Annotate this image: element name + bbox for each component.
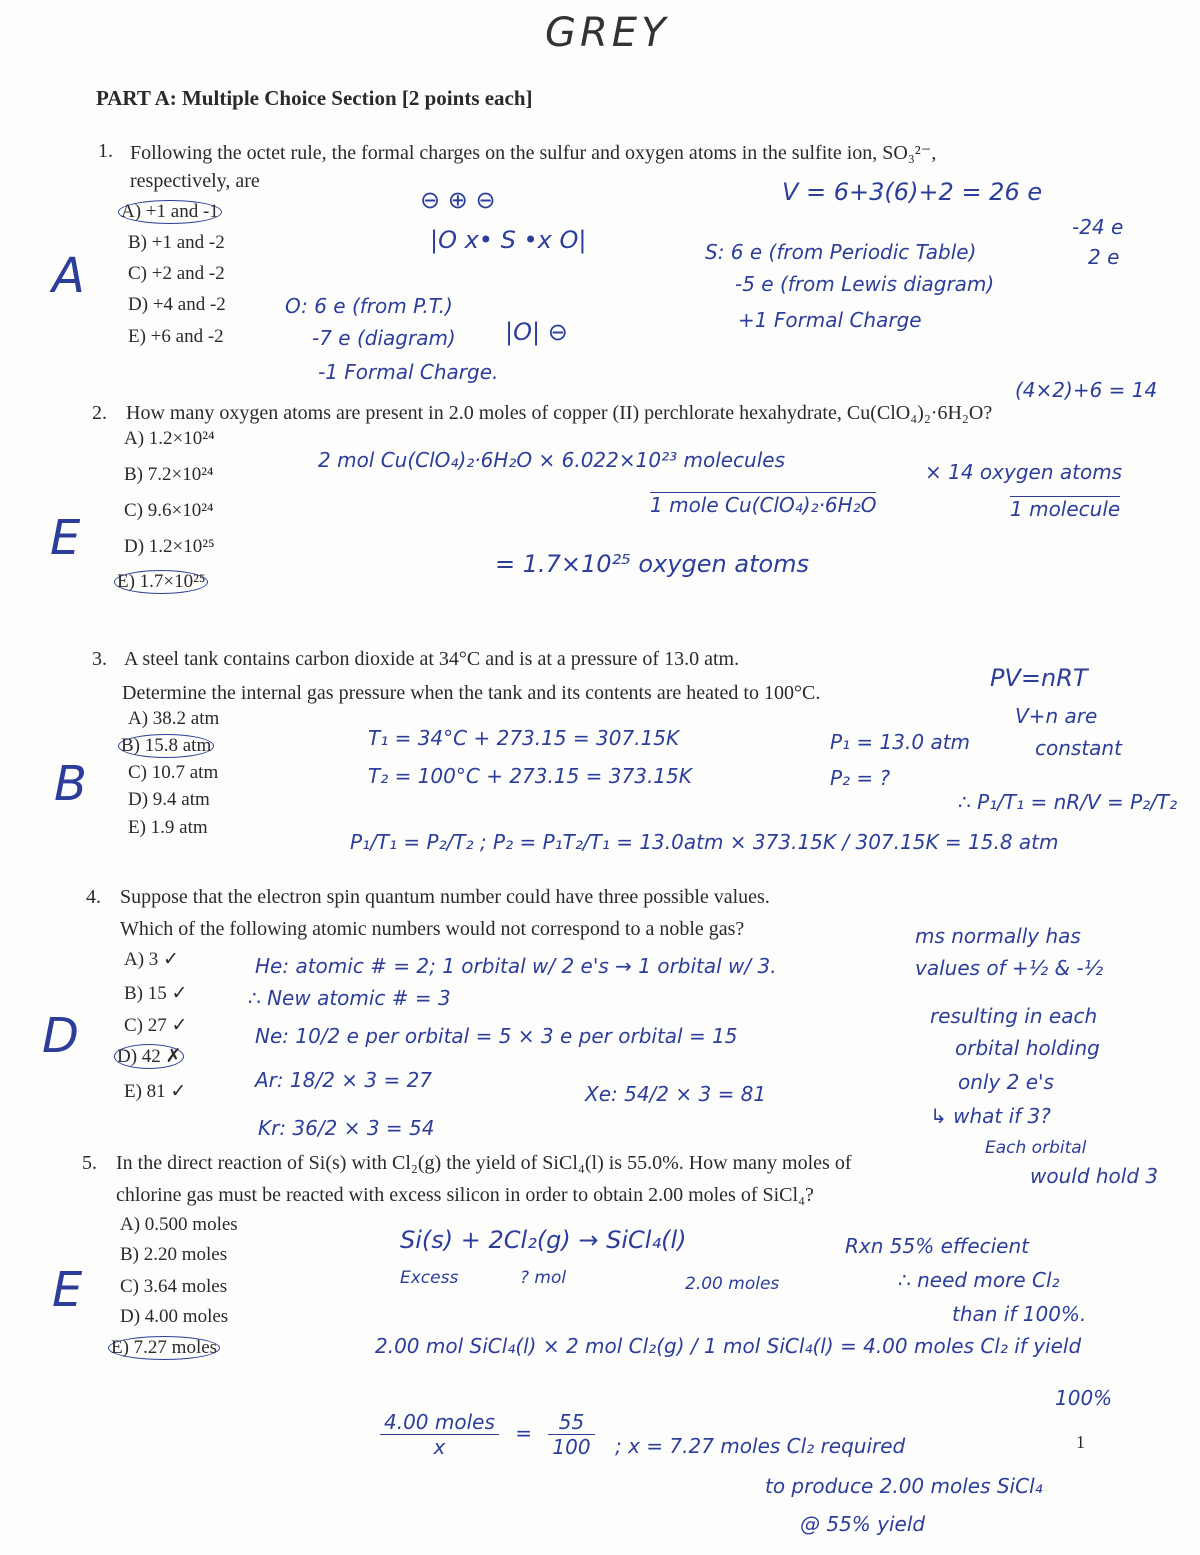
q5-two-moles: 2.00 moles bbox=[685, 1274, 780, 1294]
q1-oxygen-line1: O: 6 e (from P.T.) bbox=[285, 294, 453, 318]
handwritten-title: GREY bbox=[545, 10, 670, 56]
q2-option-b: B) 7.2×10²⁴ bbox=[124, 464, 214, 485]
q1-lewis-charges: ⊖ ⊕ ⊖ bbox=[420, 186, 496, 214]
q3-text-line2: Determine the internal gas pressure when the tank and its contents are heated to 100°C. bbox=[122, 682, 821, 704]
q2-option-d: D) 1.2×10²⁵ bbox=[124, 536, 215, 557]
q4-option-d bbox=[114, 1044, 184, 1069]
q4-ar: Ar: 18/2 × 3 = 27 bbox=[255, 1068, 433, 1092]
q1-lewis-row: |O x• S •x O| bbox=[430, 226, 587, 254]
q5-proportion-fraction bbox=[380, 1410, 499, 1459]
q5-proportion-den: x bbox=[433, 1435, 446, 1459]
q2-work-oxygen-factor: × 14 oxygen atoms bbox=[925, 460, 1123, 484]
q3-option-e: E) 1.9 atm bbox=[128, 817, 208, 838]
q5-proportion-num: 4.00 moles bbox=[380, 1410, 499, 1435]
q1-sulfur-line2: -5 e (from Lewis diagram) bbox=[735, 272, 995, 296]
q5-rxn-note-2: ∴ need more Cl₂ bbox=[898, 1268, 1060, 1292]
q4-ms-note-8: would hold 3 bbox=[1030, 1164, 1159, 1188]
q5-proportion-line2: to produce 2.00 moles SiCl₄ bbox=[765, 1474, 1043, 1498]
q5-rxn-note-1: Rxn 55% effecient bbox=[845, 1234, 1029, 1258]
q2-work-oxygen-den: 1 molecule bbox=[1010, 497, 1121, 521]
page-number: 1 bbox=[1076, 1432, 1085, 1452]
q1-two-e: 2 e bbox=[1088, 245, 1120, 269]
section-heading: PART A: Multiple Choice Section [2 points each] bbox=[96, 86, 533, 110]
q1-number: 1. bbox=[98, 140, 113, 162]
q2-text: How many oxygen atoms are present in 2.0 moles of copper (II) perchlorate hexahydrate, Cu(ClO₄)₂·6H₂O? bbox=[126, 402, 993, 424]
q1-valence: V = 6+3(6)+2 = 26 e bbox=[782, 178, 1043, 206]
q5-reaction: Si(s) + 2Cl₂(g) → SiCl₄(l) bbox=[400, 1226, 687, 1254]
q5-proportion-right-den: 100 bbox=[552, 1435, 591, 1459]
q3-option-a: A) 38.2 atm bbox=[128, 708, 220, 729]
q3-t2: T₂ = 100°C + 273.15 = 373.15K bbox=[368, 764, 692, 788]
q3-option-d: D) 9.4 atm bbox=[128, 789, 210, 810]
q1-option-a bbox=[118, 200, 222, 224]
q1-sulfur-line3: +1 Formal Charge bbox=[738, 308, 922, 332]
q1-option-c: C) +2 and -2 bbox=[128, 263, 225, 284]
q2-number: 2. bbox=[92, 402, 107, 424]
q5-proportion-right-num: 55 bbox=[548, 1410, 594, 1435]
q4-handwritten-answer: D bbox=[42, 1008, 79, 1064]
q5-hundred-percent: 100% bbox=[1055, 1386, 1113, 1410]
q3-p1: P₁ = 13.0 atm bbox=[830, 730, 971, 754]
q2-work-line1-den: 1 mole Cu(ClO₄)₂·6H₂O bbox=[650, 493, 877, 517]
equals-sign: = bbox=[515, 1421, 533, 1445]
q5-option-c: C) 3.64 moles bbox=[120, 1276, 228, 1297]
q4-ms-note-4: orbital holding bbox=[955, 1036, 1100, 1060]
q5-option-b: B) 2.20 moles bbox=[120, 1244, 228, 1265]
q1-handwritten-answer: A bbox=[52, 248, 85, 304]
circled-answer: A) +1 and -1 bbox=[118, 200, 222, 224]
q2-work-line1: 2 mol Cu(ClO₄)₂·6H₂O × 6.022×10²³ molecules bbox=[318, 448, 786, 472]
q1-oxygen-line2: -7 e (diagram) bbox=[312, 326, 456, 350]
q4-ms-note-1: ms normally has bbox=[915, 924, 1081, 948]
q1-oxygen-line3: -1 Formal Charge. bbox=[318, 360, 499, 384]
q4-option-a: A) 3 ✓ bbox=[124, 949, 179, 970]
q4-new-atomic: ∴ New atomic # = 3 bbox=[248, 986, 451, 1010]
circled-answer: E) 7.27 moles bbox=[108, 1336, 220, 1360]
q5-conversion: 2.00 mol SiCl₄(l) × 2 mol Cl₂(g) / 1 mol SiCl₄(l) = 4.00 moles Cl₂ if yield bbox=[375, 1334, 1082, 1358]
q2-option-c: C) 9.6×10²⁴ bbox=[124, 500, 214, 521]
circled-answer: B) 15.8 atm bbox=[118, 734, 214, 758]
q3-t1: T₁ = 34°C + 273.15 = 307.15K bbox=[368, 726, 680, 750]
circled-answer: E) 1.7×10²⁵ bbox=[114, 570, 208, 594]
q5-proportion-result: ; x = 7.27 moles Cl₂ required bbox=[615, 1434, 906, 1458]
q4-option-c: C) 27 ✓ bbox=[124, 1015, 188, 1036]
q3-pvnrt: PV=nRT bbox=[990, 664, 1088, 692]
q1-lewis-bottom: |O| ⊖ bbox=[505, 318, 568, 346]
q3-handwritten-answer: B bbox=[54, 756, 87, 812]
q1-option-e: E) +6 and -2 bbox=[128, 326, 224, 347]
q5-option-e bbox=[108, 1336, 220, 1360]
q4-xe: Xe: 54/2 × 3 = 81 bbox=[585, 1082, 767, 1106]
q3-vn-constant-1: V+n are bbox=[1015, 704, 1098, 728]
q5-text: In the direct reaction of Si(s) with Cl₂(g) the yield of SiCl₄(l) is 55.0%. How many moles of bbox=[116, 1152, 852, 1174]
q3-option-b bbox=[118, 734, 214, 758]
q5-proportion-line3: @ 55% yield bbox=[800, 1512, 926, 1536]
q1-minus24: -24 e bbox=[1072, 215, 1124, 239]
q5-option-d: D) 4.00 moles bbox=[120, 1306, 229, 1327]
q1-text-line2: respectively, are bbox=[130, 170, 260, 192]
q4-option-b: B) 15 ✓ bbox=[124, 983, 188, 1004]
q5-proportion-right-fraction bbox=[548, 1410, 594, 1459]
q2-option-e bbox=[114, 570, 208, 594]
q4-ms-note-5: only 2 e's bbox=[958, 1070, 1054, 1094]
q5-number: 5. bbox=[82, 1152, 97, 1174]
q3-p2: P₂ = ? bbox=[830, 766, 891, 790]
q3-number: 3. bbox=[92, 648, 107, 670]
q5-text-line2: chlorine gas must be reacted with excess silicon in order to obtain 2.00 moles of SiCl₄? bbox=[116, 1184, 814, 1206]
q4-ms-note-3: resulting in each bbox=[930, 1004, 1098, 1028]
q2-option-a: A) 1.2×10²⁴ bbox=[124, 428, 215, 449]
q2-handwritten-answer: E bbox=[50, 510, 81, 566]
q2-side-note: (4×2)+6 = 14 bbox=[1015, 378, 1158, 402]
circled-answer: D) 42 ✗ bbox=[114, 1044, 184, 1069]
q5-rxn-note-3: than if 100%. bbox=[952, 1302, 1087, 1326]
q5-handwritten-answer: E bbox=[52, 1262, 83, 1318]
q5-proportion-left bbox=[380, 1410, 595, 1459]
q4-ms-note-7: Each orbital bbox=[985, 1138, 1087, 1158]
q1-option-b: B) +1 and -2 bbox=[128, 232, 225, 253]
q3-ratio: ∴ P₁/T₁ = nR/V = P₂/T₂ bbox=[958, 790, 1178, 814]
q3-solve: P₁/T₁ = P₂/T₂ ; P₂ = P₁T₂/T₁ = 13.0atm × 373.15K / 307.15K = 15.8 atm bbox=[350, 830, 1059, 854]
q4-ms-note-6: ↳ what if 3? bbox=[930, 1104, 1051, 1128]
q2-work-result: = 1.7×10²⁵ oxygen atoms bbox=[495, 550, 810, 578]
q3-option-c: C) 10.7 atm bbox=[128, 762, 219, 783]
q5-option-a: A) 0.500 moles bbox=[120, 1214, 238, 1235]
q4-he: He: atomic # = 2; 1 orbital w/ 2 e's → 1 orbital w/ 3. bbox=[255, 954, 777, 978]
q4-text-line2: Which of the following atomic numbers would not correspond to a noble gas? bbox=[120, 918, 745, 940]
q4-option-e: E) 81 ✓ bbox=[124, 1081, 187, 1102]
q5-question-mol: ? mol bbox=[520, 1268, 567, 1288]
q4-number: 4. bbox=[86, 886, 101, 908]
q4-kr: Kr: 36/2 × 3 = 54 bbox=[258, 1116, 435, 1140]
q3-vn-constant-2: constant bbox=[1035, 736, 1122, 760]
q1-sulfur-line1: S: 6 e (from Periodic Table) bbox=[705, 240, 977, 264]
q1-text: Following the octet rule, the formal charges on the sulfur and oxygen atoms in the sulfite ion, SO₃²⁻, bbox=[130, 142, 937, 164]
q4-text: Suppose that the electron spin quantum number could have three possible values. bbox=[120, 886, 770, 908]
q3-text: A steel tank contains carbon dioxide at 34°C and is at a pressure of 13.0 atm. bbox=[124, 648, 740, 670]
q1-option-d: D) +4 and -2 bbox=[128, 294, 226, 315]
q4-ms-note-2: values of +½ & -½ bbox=[915, 956, 1104, 980]
q4-ne: Ne: 10/2 e per orbital = 5 × 3 e per orbital = 15 bbox=[255, 1024, 738, 1048]
q5-excess: Excess bbox=[400, 1268, 459, 1288]
